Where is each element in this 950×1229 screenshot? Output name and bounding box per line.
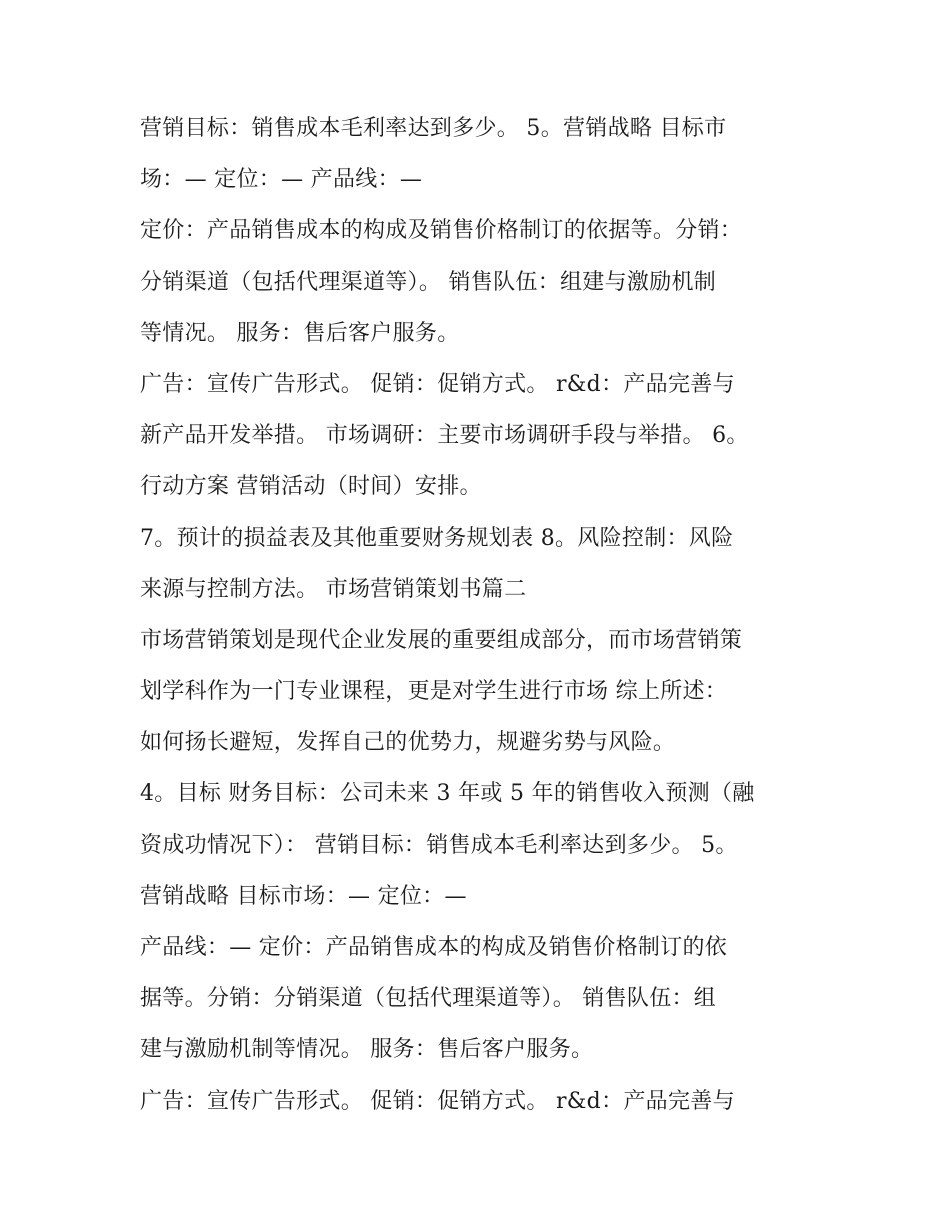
- text-line: 场：— 定位：— 产品线：—: [140, 167, 423, 193]
- text-line: 营销目标：销售成本毛利率达到多少。 5。营销战略 目标市: [140, 116, 727, 141]
- text-line: 4。目标 财务目标：公司未来 3 年或 5 年的销售收入预测（融: [140, 781, 755, 807]
- text-line: 来源与控制方法。 市场营销策划书篇二: [140, 576, 527, 602]
- text-line: 据等。分销：分销渠道（包括代理渠道等）。 销售队伍：组: [140, 986, 717, 1012]
- text-line: 产品线：— 定价：产品销售成本的构成及销售价格制订的依: [140, 935, 728, 960]
- text-line: 行动方案 营销活动（时间）安排。: [140, 474, 482, 500]
- text-line: 广告：宣传广告形式。 促销：促销方式。 r&d：产品完善与: [140, 371, 735, 397]
- text-line: 建与激励机制等情况。 服务：售后客户服务。: [140, 1037, 594, 1063]
- text-line: 定价：产品销售成本的构成及销售价格制订的依据等。分销：: [140, 218, 743, 244]
- document-body: [140, 103, 820, 1127]
- text-line: 划学科作为一门专业课程，更是对学生进行市场 综上所述：: [140, 679, 728, 705]
- text-line: 如何扬长避短，发挥自己的优势力，规避劣势与风险。: [140, 730, 676, 756]
- text-line: 分销渠道（包括代理渠道等）。 销售队伍：组建与激励机制: [140, 269, 717, 295]
- text-line: 营销战略 目标市场：— 定位：—: [140, 883, 467, 909]
- text-line: 新产品开发举措。 市场调研：主要市场调研手段与举措。 6。: [140, 423, 749, 449]
- text-line: 等情况。 服务：售后客户服务。: [140, 320, 460, 346]
- text-line: 市场营销策划是现代企业发展的重要组成部分，而市场营销策: [140, 627, 743, 653]
- text-line: 广告：宣传广告形式。 促销：促销方式。 r&d：产品完善与: [140, 1088, 735, 1114]
- text-line: 7。预计的损益表及其他重要财务规划表 8。风险控制：风险: [140, 525, 734, 551]
- text-line: 资成功情况下）： 营销目标：销售成本毛利率达到多少。 5。: [140, 832, 738, 858]
